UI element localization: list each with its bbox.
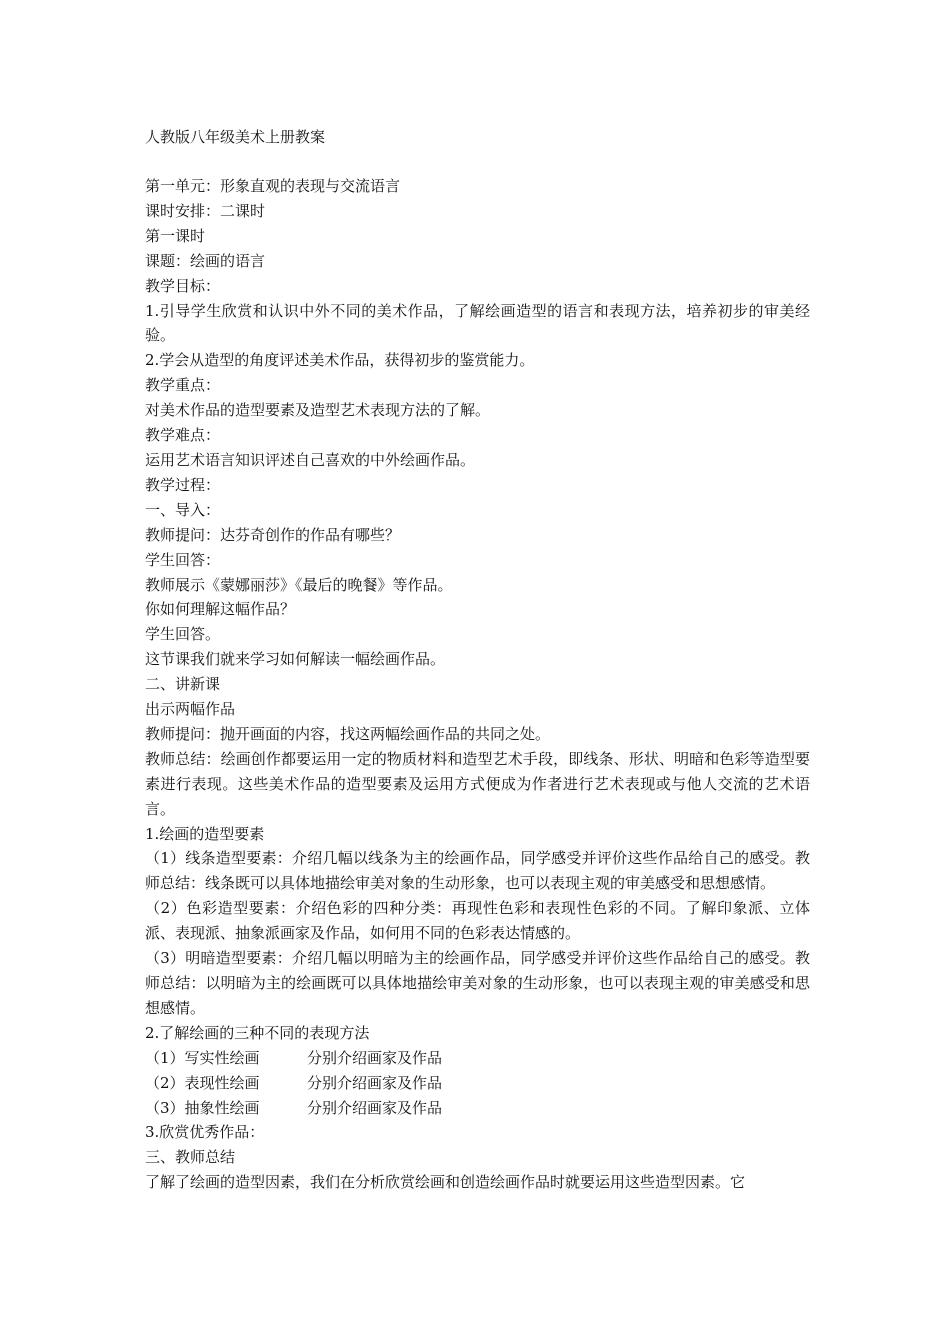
subsection-methods-heading: 2.了解绘画的三种不同的表现方法: [145, 1023, 370, 1042]
summary-text: 了解了绘画的造型因素，我们在分析欣赏绘画和创造绘画作品时就要运用这些造型因素。它: [145, 1173, 746, 1192]
section-summary-heading: 三、教师总结: [145, 1148, 236, 1167]
teacher-show-works: 教师展示《蒙娜丽莎》《最后的晚餐》等作品。: [145, 575, 453, 594]
process-heading: 教学过程：: [145, 475, 221, 494]
element-line: （1）线条造型要素：介绍几幅以线条为主的绘画作品，同学感受并评价这些作品给自己的感受。教师总结：线条既可以具体地描绘审美对象的生动形象，也可以表现主观的审美感受和思想感情。: [145, 849, 810, 893]
method-name: （2）表现性绘画: [145, 1073, 260, 1092]
objectives-heading: 教学目标：: [145, 276, 221, 295]
element-light-dark: （3）明暗造型要素：介绍几幅以明暗为主的绘画作品，同学感受并评价这些作品给自己的感受。教师总结：以明暗为主的绘画既可以具体地描绘审美对象的生动形象，也可以表现主观的审美感受和思想感情。: [145, 949, 810, 1017]
unit-heading: 第一单元：形象直观的表现与交流语言: [145, 177, 401, 195]
question-understanding: 你如何理解这幅作品？: [145, 600, 296, 619]
objective-2: 2.学会从造型的角度评述美术作品，获得初步的鉴赏能力。: [145, 351, 535, 370]
key-points-text: 对美术作品的造型要素及造型艺术表现方法的了解。: [145, 401, 491, 420]
method-row: [145, 1046, 810, 1071]
student-answer-2: 学生回答。: [145, 625, 221, 644]
document-title: 人教版八年级美术上册教案: [145, 128, 326, 146]
objective-1: 1.引导学生欣赏和认识中外不同的美术作品，了解绘画造型的语言和表现方法，培养初步的审美经验。: [145, 301, 810, 345]
teacher-summary-1: 教师总结：绘画创作都要运用一定的物质材料和造型艺术手段，即线条、形状、明暗和色彩等造型要素进行表现。这些美术作品的造型要素及运用方式便成为作者进行艺术表现或与他人交流的艺术语言。: [145, 749, 810, 818]
method-desc: 分别介绍画家及作品: [307, 1073, 443, 1092]
section-new-lesson-heading: 二、讲新课: [145, 675, 221, 694]
teacher-question-1: 教师提问：达芬奇创作的作品有哪些？: [145, 525, 401, 544]
method-desc: 分别介绍画家及作品: [307, 1098, 443, 1117]
difficulties-heading: 教学难点：: [145, 426, 221, 445]
difficulties-text: 运用艺术语言知识评述自己喜欢的中外绘画作品。: [145, 450, 476, 469]
element-color: （2）色彩造型要素：介绍色彩的四种分类：再现性色彩和表现性色彩的不同。了解印象派、立体派、表现派、抽象派画家及作品，如何用不同的色彩表达情感的。: [145, 899, 810, 943]
method-row: [145, 1071, 810, 1096]
method-desc: 分别介绍画家及作品: [307, 1048, 443, 1067]
method-name: （1）写实性绘画: [145, 1048, 260, 1067]
schedule-line: 课时安排：二课时: [145, 201, 266, 220]
teacher-question-2: 教师提问：抛开画面的内容，找这两幅绘画作品的共同之处。: [145, 724, 551, 743]
show-two-works: 出示两幅作品: [145, 700, 236, 719]
key-points-heading: 教学重点：: [145, 376, 221, 395]
lesson-intro-statement: 这节课我们就来学习如何解读一幅绘画作品。: [145, 650, 446, 669]
subsection-appreciation-heading: 3.欣赏优秀作品：: [145, 1123, 265, 1142]
subsection-elements-heading: 1.绘画的造型要素: [145, 824, 265, 843]
method-row: [145, 1096, 810, 1121]
section-intro-heading: 一、导入：: [145, 500, 221, 519]
document-page: [145, 125, 810, 1195]
lesson-number: 第一课时: [145, 226, 206, 245]
student-answer-1: 学生回答：: [145, 550, 221, 569]
method-name: （3）抽象性绘画: [145, 1098, 260, 1117]
lesson-topic: 课题：绘画的语言: [145, 251, 266, 270]
